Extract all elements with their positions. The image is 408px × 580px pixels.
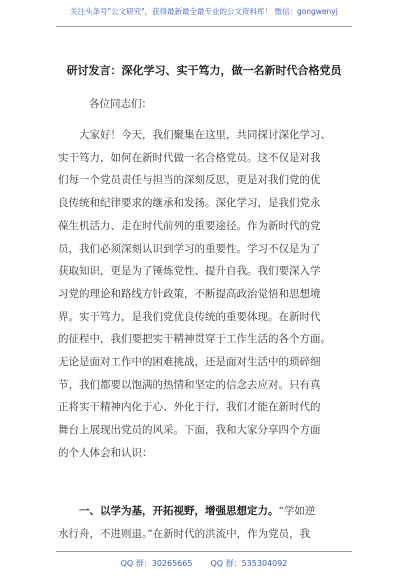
paragraph-1 <box>58 124 348 465</box>
paragraph-line <box>58 500 348 523</box>
footer-qq-2: QQ 群：535304092 <box>210 559 288 568</box>
paragraph-line: 员，我们必须深刻认识到学习的重要性。学习不仅是为了 <box>58 242 321 255</box>
footer-qq-1: QQ 群：30265665 <box>120 559 193 568</box>
header-divider <box>56 26 352 27</box>
paragraph-line: 实干笃力，如何在新时代做一名合格党员。这不仅是对我 <box>58 151 321 164</box>
header-note: 关注头条号"公文研究"，获得最新最全最专业的公文资料库！ 微信：gongwenyj <box>70 7 338 16</box>
paragraph-line: 大家好！今天，我们聚集在这里，共同探讨深化学习、 <box>79 129 331 141</box>
paragraph-line: 的个人体会和认识： <box>58 446 153 459</box>
paragraph-line: 良传统和纪律要求的继承和发扬。深化学习，是我们党永 <box>58 197 321 210</box>
paragraph-line: 葆生机活力、走在时代前列的重要途径。作为新时代的党 <box>58 219 321 232</box>
paragraph-line: 节，我们都要以饱满的热情和坚定的信念去应对。只有真 <box>58 378 321 391</box>
document-title: 研讨发言：深化学习、实干笃力，做一名新时代合格党员 <box>66 64 342 77</box>
paragraph-line: 水行舟，不进则退。”在新时代的洪流中，作为党员，我 <box>58 527 311 540</box>
salutation: 各位同志们： <box>89 98 152 110</box>
paragraph-line: 无论是面对工作中的困难挑战，还是面对生活中的琐碎细 <box>58 356 321 369</box>
section-heading: 一、以学为基，开拓视野，增强思想定力。 <box>79 505 279 517</box>
paragraph-line: 们每一个党员责任与担当的深刻反思，更是对我们党的优 <box>58 174 321 187</box>
paragraph-line: 舞台上展现出党员的风采。下面，我和大家分享四个方面 <box>58 424 321 437</box>
paragraph-line: 界。实干笃力，是我们党优良传统的重要体现。在新时代 <box>58 310 321 323</box>
paragraph-2 <box>58 500 348 545</box>
paragraph-text: “学如逆 <box>278 505 316 517</box>
footer-divider <box>56 551 352 552</box>
paragraph-line: 的征程中，我们要把实干精神贯穿于工作生活的各个方面。 <box>58 333 331 346</box>
footer <box>0 558 408 569</box>
paragraph-line: 获取知识，更是为了锤炼党性、提升自我。我们要深入学 <box>58 265 321 278</box>
paragraph-line: 习党的理论和路线方针政策，不断提高政治觉悟和思想境 <box>58 287 321 300</box>
paragraph-line: 正将实干精神内化于心、外化于行，我们才能在新时代的 <box>58 401 321 414</box>
